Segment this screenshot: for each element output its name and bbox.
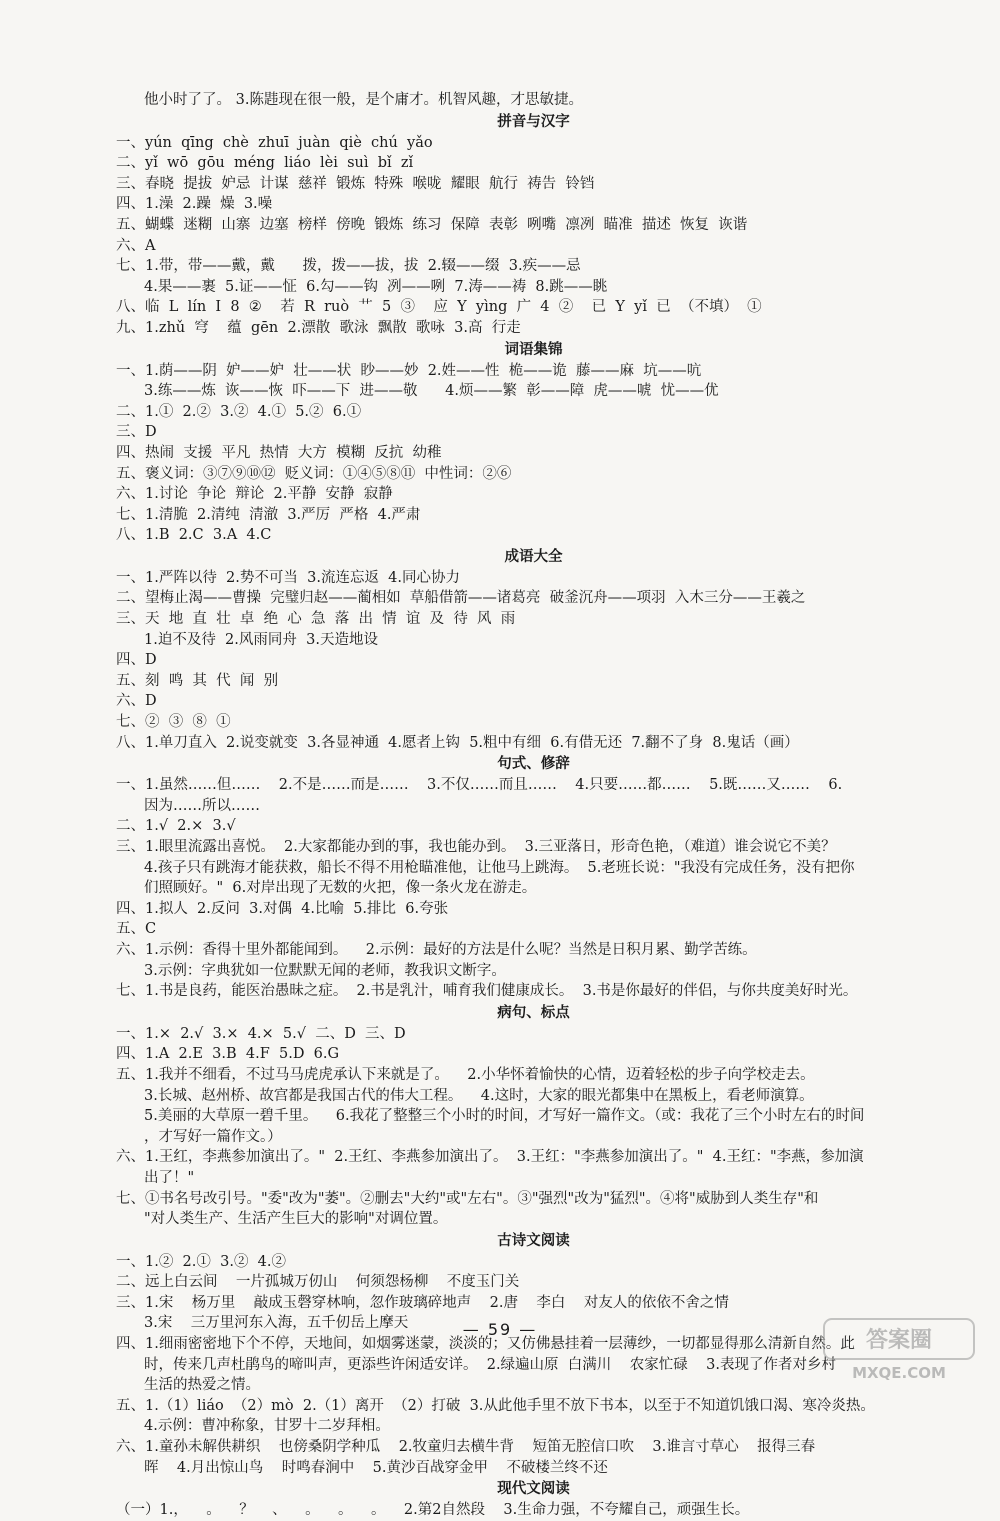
- answer-line: 七、①书名号改引号。"委"改为"萎"。②删去"大约"或"左右"。③"强烈"改为"猛烈"。④将"威胁到人类生存"和: [116, 1190, 819, 1207]
- section-title: 现代文阅读: [497, 1481, 570, 1498]
- answer-line: 一、1.虽然……但…… 2.不是……而是…… 3.不仅……而且…… 4.只要……都…… 5.既……又…… 6.: [116, 777, 843, 794]
- answer-line: ，才写好一篇作文。）: [144, 1128, 282, 1145]
- answer-line: （一）1.， 。 ？ 、 。 。 。 2.第2自然段 3.生命力强，不夸耀自己，顽强生长。: [116, 1502, 750, 1519]
- answer-line: 4.示例：曹冲称象，甘罗十二岁拜相。: [144, 1418, 390, 1435]
- answer-line: "对人类生产、生活产生巨大的影响"对调位置。: [144, 1211, 448, 1228]
- page-number: — 59 —: [462, 1320, 538, 1339]
- answer-line: 3.长城、赵州桥、故宫都是我国古代的伟大工程。 4.这时，大家的眼光都集中在黑板上，看老师演算。: [144, 1087, 814, 1104]
- answer-line: 一、yún qīng chè zhuī juàn qiè chú yǎo: [116, 134, 433, 151]
- answer-line: 九、1.zhǔ 穹 蕴 gēn 2.漂散 歌泳 飘散 歌咏 3.高 行走: [116, 319, 521, 336]
- answer-line: 五、刻 鸣 其 代 闻 别: [116, 672, 279, 689]
- answer-line: 七、② ③ ⑧ ①: [116, 714, 231, 731]
- section-title: 词语集锦: [504, 341, 563, 358]
- answer-line: 六、D: [116, 693, 157, 710]
- answer-line: 二、望梅止渴——曹操 完璧归赵——蔺相如 草船借箭——诸葛亮 破釜沉舟——项羽 入木三分——王羲之: [116, 590, 806, 607]
- answer-line: 3.宋 三万里河东入海，五千仞岳上摩天: [144, 1315, 409, 1332]
- answer-line: 四、D: [116, 652, 157, 669]
- answer-line: 他小时了了。 3.陈韪现在很一般，是个庸才。机智风趣，才思敏捷。: [144, 92, 583, 108]
- answer-line: 五、1.（1）liáo （2）mò 2.（1）离开 （2）打破 3.从此他手里不放下书本，以至于不知道饥饿口渴、寒冷炎热。: [116, 1397, 875, 1414]
- answer-line: 一、1.严阵以待 2.势不可当 3.流连忘返 4.同心协力: [116, 569, 460, 586]
- answer-line: 因为……所以……: [144, 797, 260, 814]
- answer-line: 3.示例：字典犹如一位默默无闻的老师，教我识文断字。: [144, 962, 506, 979]
- answer-line: 四、1.拟人 2.反问 3.对偶 4.比喻 5.排比 6.夸张: [116, 900, 449, 917]
- answer-line: 七、1.带，带——戴，戴 拨，拨——拔，拔 2.辍——缀 3.疾——忌: [116, 258, 581, 275]
- answer-line: 一、1.荫——阴 妒——妒 壮——状 眇——妙 2.姓——性 桅——诡 藤——麻 坑——吭: [116, 362, 702, 379]
- answer-line: 三、1.眼里流露出喜悦。 2.大家都能办到的事，我也能办到。 3.三亚落日，形奇色艳，（难道）谁会说它不美？: [116, 839, 836, 855]
- answer-line: 四、1.细雨密密地下个不停，天地间，如烟雾迷蒙，淡淡的；又仿佛悬挂着一层薄纱，一切都显得那么清新自然。此: [116, 1336, 855, 1353]
- answer-line: 4.果——裹 5.证——怔 6.勾——钩 冽——咧 7.涛——祷 8.跳——眺: [144, 278, 608, 295]
- answer-line: 5.美丽的大草原一碧千里。 6.我花了整整三个小时的时间，才写好一篇作文。（或：我花了三个小时左右的时间: [144, 1108, 865, 1125]
- section-title: 古诗文阅读: [497, 1232, 570, 1249]
- answer-line: 时，传来几声杜鹃鸟的啼叫声，更添些许闲适安详。 2.绿遍山原 白满川 农家忙碌 3.表现了作者对乡村: [144, 1356, 836, 1373]
- answer-line: 生活的热爱之情。: [144, 1377, 260, 1394]
- svg-text:答案圈: 答案圈: [865, 1328, 933, 1353]
- answer-line: 五、C: [116, 921, 157, 938]
- svg-text:MXQE.COM: MXQE.COM: [852, 1364, 946, 1382]
- answer-line: 3.练——炼 诙——恢 吓——下 进——敬 4.烦——繁 彰——障 虎——唬 忧——优: [144, 383, 719, 400]
- answer-line: 六、1.示例：香得十里外都能闻到。 2.示例：最好的方法是什么呢？当然是日积月累、勤学苦练。: [116, 941, 757, 958]
- answer-line: 四、1.澡 2.躁 燥 3.噪: [116, 196, 273, 213]
- answer-line: 七、1.书是良药，能医治愚昧之症。 2.书是乳汁，哺育我们健康成长。 3.书是你最好的伴侣，与你共度美好时光。: [116, 983, 858, 1000]
- answer-line: 五、蝴蝶 迷糊 山寨 边塞 榜样 傍晚 锻炼 练习 保障 表彰 咧嘴 凛冽 瞄准 描述 恢复 诙谐: [116, 216, 748, 233]
- answer-line: 五、1.我并不细看，不过马马虎虎承认下来就是了。 2.小华怀着愉快的心情，迈着轻松的步子向学校走去。: [116, 1066, 815, 1083]
- answer-line: 二、yǐ wō gōu méng liáo lèi suì bǐ zǐ: [116, 155, 414, 172]
- answer-line: 三、D: [116, 424, 157, 441]
- answer-line: 四、热闹 支援 平凡 热情 大方 模糊 反抗 幼稚: [116, 444, 442, 461]
- answer-line: 六、1.王红，李燕参加演出了。" 2.王红、李燕参加演出了。 3.王红："李燕参加演出了。" 4.王红："李燕，参加演: [116, 1149, 864, 1166]
- answer-line: 八、1.B 2.C 3.A 4.C: [116, 527, 272, 544]
- answer-line: 五、褒义词：③⑦⑨⑩⑫ 贬义词：①④⑤⑧⑪ 中性词：②⑥: [116, 465, 512, 482]
- answer-line: 八、1.单刀直入 2.说变就变 3.各显神通 4.愿者上钩 5.粗中有细 6.有借无还 7.翻不了身 8.鬼话（画）: [116, 734, 799, 751]
- section-title: 句式、修辞: [497, 756, 570, 773]
- answer-line: 出了！": [144, 1169, 195, 1186]
- answer-line: 1.迫不及待 2.风雨同舟 3.天造地设: [144, 631, 378, 648]
- watermark-logo: [820, 1315, 978, 1385]
- answer-line: 六、A: [116, 237, 156, 254]
- section-title: 拼音与汉字: [497, 113, 570, 130]
- answer-line: 二、1.√ 2.× 3.√: [116, 818, 236, 835]
- answer-line: 一、1.② 2.① 3.② 4.②: [116, 1253, 286, 1270]
- answer-content: [116, 90, 951, 1521]
- answer-line: 八、临 L lín I 8 ② 若 R ruò ⺾ 5 ③ 应 Y yìng 广 4 ② 已 Y yǐ 已 （不填） ①: [116, 299, 762, 316]
- answer-line: 4.孩子只有跳海才能获救，船长不得不用枪瞄准他，让他马上跳海。 5.老班长说："我没有完成任务，没有把你: [144, 859, 855, 876]
- answer-line: 三、天 地 直 壮 卓 绝 心 急 落 出 情 谊 及 待 风 雨: [116, 611, 516, 628]
- answer-line: 晖 4.月出惊山鸟 时鸣春涧中 5.黄沙百战穿金甲 不破楼兰终不还: [144, 1459, 608, 1476]
- answer-line: 三、春晓 提拔 妒忌 计谋 慈祥 锻炼 特殊 喉咙 耀眼 航行 祷告 铃铛: [116, 175, 595, 192]
- answer-line: 一、1.× 2.√ 3.× 4.× 5.√ 二、D 三、D: [116, 1025, 406, 1042]
- section-title: 病句、标点: [497, 1004, 570, 1021]
- answer-line: 七、1.清脆 2.清纯 清澈 3.严厉 严格 4.严肃: [116, 506, 421, 523]
- answer-line: 二、远上白云间 一片孤城万仞山 何须怨杨柳 不度玉门关: [116, 1274, 520, 1291]
- answer-line: 三、1.宋 杨万里 敲成玉磬穿林响，忽作玻璃碎地声 2.唐 李白 对友人的依依不舍之情: [116, 1294, 729, 1311]
- answer-line: 六、1.讨论 争论 辩论 2.平静 安静 寂静: [116, 486, 393, 503]
- answer-line: 六、1.童孙未解供耕织 也傍桑阴学种瓜 2.牧童归去横牛背 短笛无腔信口吹 3.谁言寸草心 报得三春: [116, 1439, 816, 1456]
- answer-line: 二、1.① 2.② 3.② 4.① 5.② 6.①: [116, 403, 362, 420]
- answer-line: 四、1.A 2.E 3.B 4.F 5.D 6.G: [116, 1046, 340, 1063]
- answer-line: 们照顾好。" 6.对岸出现了无数的火把，像一条火龙在游走。: [144, 880, 537, 897]
- section-title: 成语大全: [504, 548, 563, 565]
